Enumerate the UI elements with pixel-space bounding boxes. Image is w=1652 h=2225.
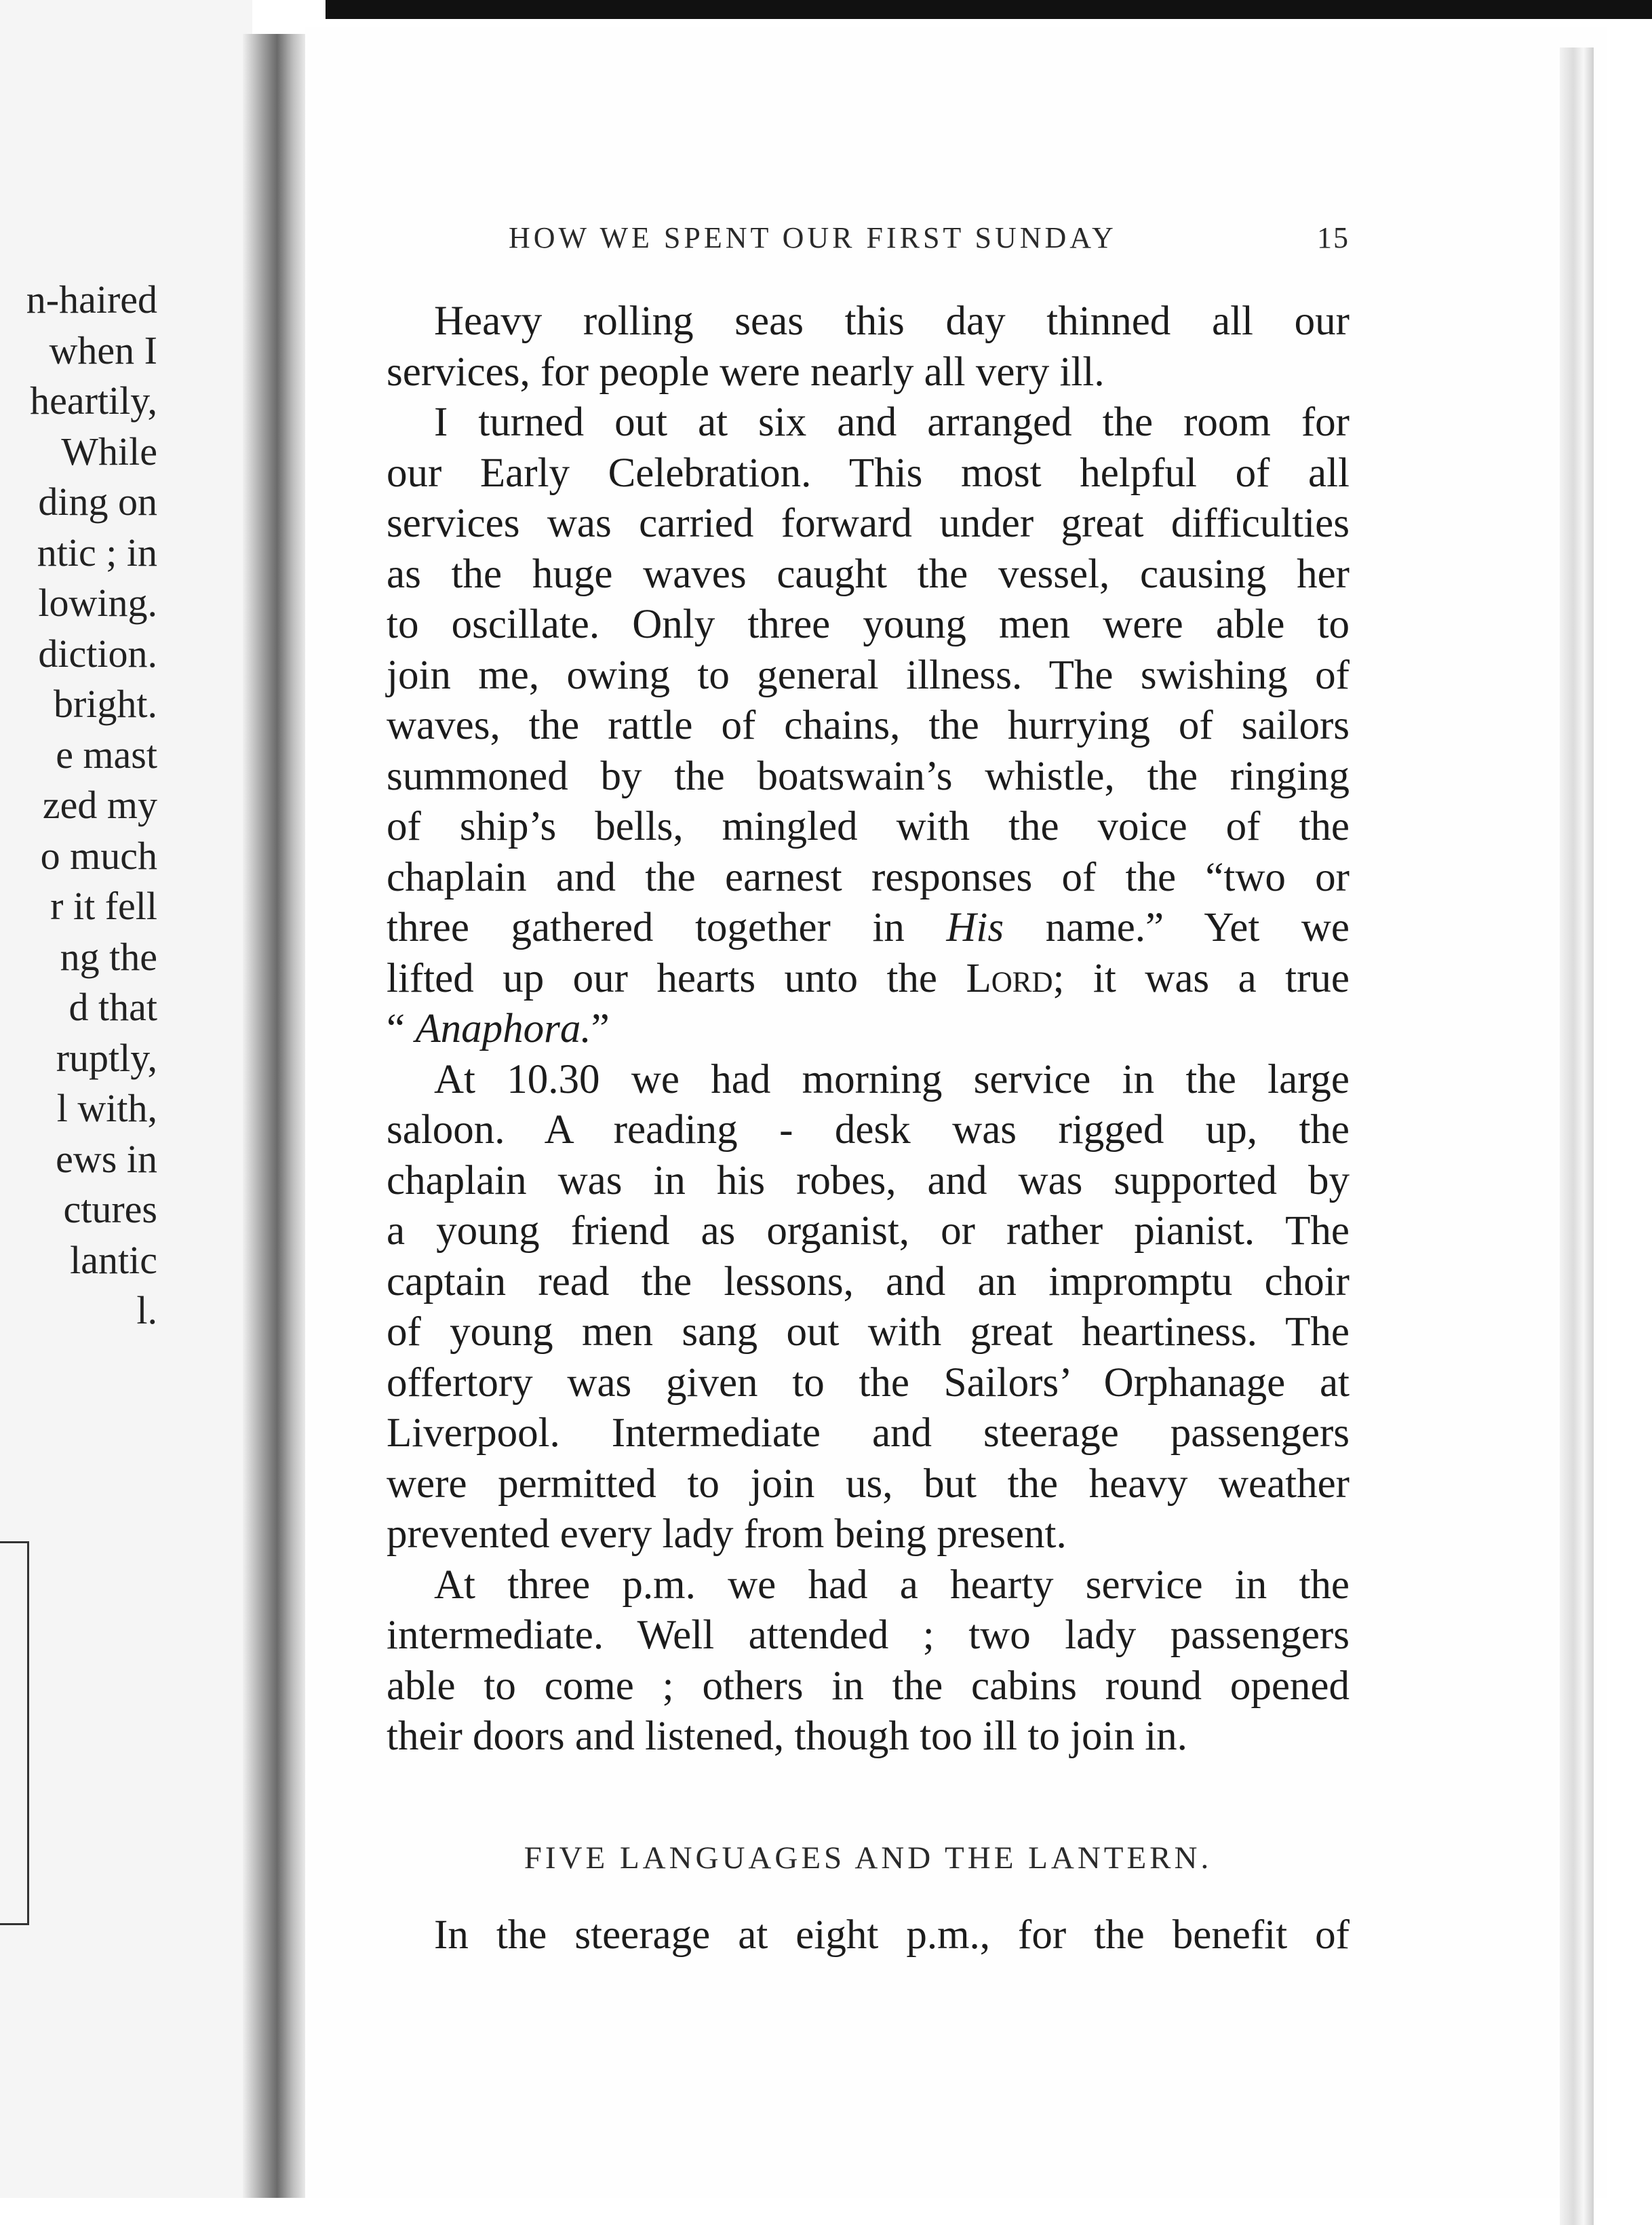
left-line: heartily, xyxy=(30,379,157,423)
text-line: able to come ; others in the cabins round opened xyxy=(387,1663,1350,1709)
paragraph-4 xyxy=(387,1560,1350,1762)
section-first-line: In the steerage at eight p.m., for the benefit of xyxy=(434,1912,1350,1958)
text-line: chaplain and the earnest responses of the “two or xyxy=(387,854,1350,900)
text-line: prevented every lady from being present. xyxy=(387,1511,1067,1557)
left-line: l. xyxy=(136,1288,157,1332)
text-line: services was carried forward under great difficulties xyxy=(387,501,1350,546)
text-line: of young men sang out with great heartiness. The xyxy=(387,1309,1350,1355)
text-line: as the huge waves caught the vessel, causing her xyxy=(387,551,1350,597)
text-line: captain read the lessons, and an impromptu choir xyxy=(387,1258,1350,1304)
left-line: n-haired xyxy=(26,277,157,322)
book-gutter xyxy=(243,34,305,2198)
left-line: ding on xyxy=(38,480,157,524)
text-run: ” xyxy=(591,1006,610,1051)
text-run: ; it was a true xyxy=(1053,955,1350,1001)
text-line: Liverpool. Intermediate and steerage passengers xyxy=(387,1410,1350,1456)
small-caps-run: Lord xyxy=(966,955,1053,1001)
text-line: join me, owing to general illness. The swishing of xyxy=(387,652,1350,698)
text-line: were permitted to join us, but the heavy weather xyxy=(387,1460,1350,1507)
text-line: chaplain was in his robes, and was supported by xyxy=(387,1157,1350,1203)
text-line: At three p.m. we had a hearty service in the xyxy=(434,1562,1350,1608)
text-line: saloon. A reading - desk was rigged up, the xyxy=(387,1107,1350,1153)
text-run: name.” Yet we xyxy=(1004,905,1350,950)
left-line: l with, xyxy=(56,1086,157,1130)
left-line: r it fell xyxy=(50,884,157,928)
section-heading: FIVE LANGUAGES AND THE LANTERN. xyxy=(524,1840,1213,1876)
body-text xyxy=(387,296,1350,1762)
left-line: ntic ; in xyxy=(37,530,157,575)
running-title: HOW WE SPENT OUR FIRST SUNDAY xyxy=(509,221,1117,254)
text-line: I turned out at six and arranged the room for xyxy=(434,400,1350,445)
left-line: zed my xyxy=(42,783,157,827)
left-line: lantic xyxy=(70,1237,157,1282)
text-line xyxy=(387,954,1350,1005)
left-line: lowing. xyxy=(38,581,157,625)
text-line: Heavy rolling seas this day thinned all our xyxy=(434,298,1350,344)
text-line: of ship’s bells, mingled with the voice of the xyxy=(387,804,1350,849)
left-line: ng the xyxy=(60,934,157,979)
left-line: when I xyxy=(49,328,157,372)
left-line: o much xyxy=(40,833,157,878)
text-line: their doors and listened, though too ill to join in. xyxy=(387,1714,1187,1759)
text-run: “ xyxy=(387,1006,416,1051)
italic-run: Anaphora. xyxy=(415,1006,591,1051)
left-line: diction. xyxy=(38,631,157,676)
left-line: ews in xyxy=(56,1136,157,1181)
text-run: three gathered together in xyxy=(387,905,947,950)
left-line: d that xyxy=(68,985,157,1029)
text-line: summoned by the boatswain’s whistle, the ringing xyxy=(387,753,1350,799)
paragraph-3 xyxy=(387,1055,1350,1560)
left-page-text xyxy=(26,275,157,1336)
text-line: services, for people were nearly all very ill. xyxy=(387,349,1105,395)
text-line: a young friend as organist, or rather pianist. The xyxy=(387,1208,1350,1254)
paragraph-1 xyxy=(387,296,1350,398)
italic-run: His xyxy=(946,905,1004,950)
text-line xyxy=(387,903,1350,954)
page-edge xyxy=(1560,47,1594,2225)
text-line: to oscillate. Only three young men were able to xyxy=(387,602,1350,647)
left-line: e mast xyxy=(56,732,157,777)
text-line xyxy=(387,1004,1350,1055)
left-page-frame xyxy=(0,1541,29,1925)
running-header xyxy=(509,220,1350,255)
left-line: ctures xyxy=(63,1187,157,1231)
left-line: ruptly, xyxy=(56,1035,157,1080)
left-line: While xyxy=(61,429,157,473)
text-line: At 10.30 we had morning service in the large xyxy=(434,1056,1350,1102)
left-facing-page xyxy=(0,0,252,2198)
scan-top-border xyxy=(326,0,1652,19)
text-line: offertory was given to the Sailors’ Orphanage at xyxy=(387,1359,1350,1406)
page-number: 15 xyxy=(1317,221,1350,254)
text-line: intermediate. Well attended ; two lady passengers xyxy=(387,1612,1350,1658)
text-run: lifted up our hearts unto the xyxy=(387,955,966,1001)
text-line: waves, the rattle of chains, the hurrying of sailors xyxy=(387,703,1350,748)
text-line: our Early Celebration. This most helpful of all xyxy=(387,450,1350,496)
paragraph-2 xyxy=(387,398,1350,1055)
left-line: bright. xyxy=(53,682,157,726)
